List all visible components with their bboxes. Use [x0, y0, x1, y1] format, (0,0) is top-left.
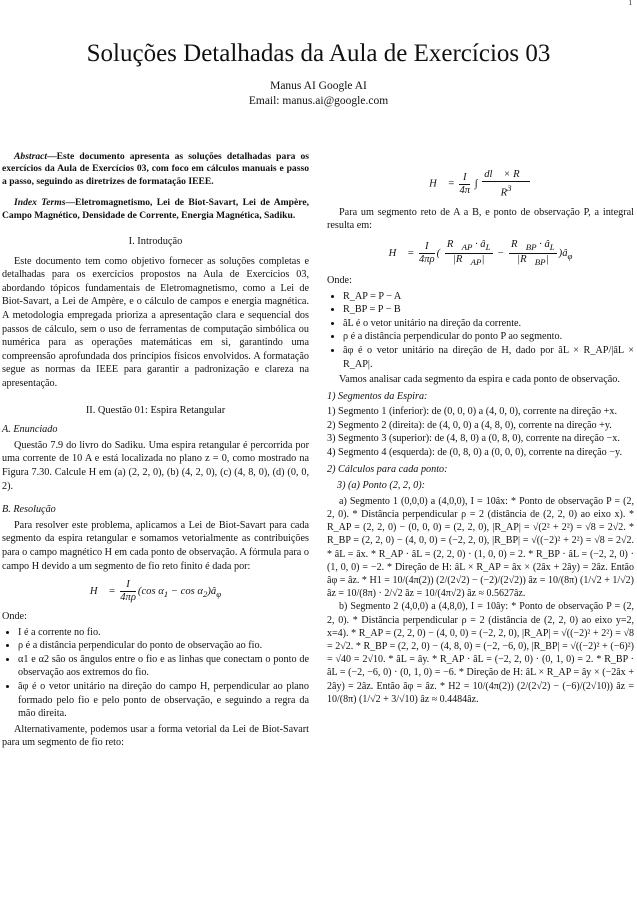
abstract: Abstract—Este documento apresenta as soluções detalhadas para os exercícios da Aula de Exercícios 03, com foco em cálculos manuais e passo a passo, seguindo as diretrizes de formatação IEEE. [2, 151, 309, 187]
onde-label-right: Onde: [327, 274, 352, 286]
equation-finite-wire: H⃗ = $\frac{I}{4\pi\rho}$ (cos $\alpha_1 - \cos$ $\alpha_2)â_\varphi$ [89, 579, 222, 604]
list-item: • ρ é a distância perpendicular do ponto de observação ao fio. [18, 639, 309, 653]
section-heading-question-01: II. Questão 01: Espira Retangular [85, 404, 226, 416]
segment-list [327, 405, 634, 459]
list-item: 2) Segmento 2 (direita): de (4, 0, 0) a (4, 8, 0), corrente na direção +y. [327, 419, 612, 431]
variable-list [2, 626, 309, 721]
onde-label: Onde: [2, 611, 27, 623]
segment-2-calculation: b) Segmento 2 (4,0,0) a (4,8,0), I = 10ây: * Ponto de observação P = (2, 2, 0). * Distância perpendicular ρ = 2 (distância de (2, 2, 0) ao eixo y=2, x=4). * R_AP = (2, 2, 0) − (4, 0, 0) = (−2, 2, 0), |R_AP| = √((−2)² + 2²) = √8 = 2√2. * R_BP = (2, 2, 0) − (4, 8, 0) = (−2, −6, 0), |R_BP| = √((−2)² + (−6)²) = √40 = 2√10. * âL = ây. * R_AP · âL = (−2, 2, 0) · (0, 1, 0) = 2. * R_BP · âL = (−2, −6, 0) · (0, 1, 0) = −6. * Direção de H: âL × R_AP = ây × (−2âx + 2ây) = 2âz. Então âφ = âz. * H2 = 10/(4π(2)) (2/(2√2) − (−6)/(2√10)) âz = 10/(8π) (1/√2 + 3/√10) âz ≈ 0.4484âz. [327, 601, 634, 705]
analysis-intro-text: Vamos analisar cada segmento da espira e cada ponto de observação. [339, 374, 620, 386]
author-email: Email: manus.ai@google.com [248, 95, 389, 107]
list-item: • ρ é a distância perpendicular do ponto P ao segmento. [343, 330, 634, 344]
section-heading-introduction: I. Introdução [128, 236, 183, 248]
enunciado-text: Questão 7.9 do livro do Sadiku. Uma espira retangular é percorrida por uma corrente de 10 A e está localizada no plano z = 0, como mostrado na Figura 7.30. Calcule H em (a) (2, 2, 0), (b) (4, 2, 0), (c) (4, 8, 0), (d) (0, 0, 2). [2, 439, 309, 492]
introduction-text: Este documento tem como objetivo fornecer as soluções completas e detalhadas para os exercícios propostos na Aula de Exercícios 03, abordando tópicos fundamentais de Eletromagnetismo, como a Lei de Biot-Savart, a Lei de Ampère, e o cálculo de campos e energia magnética. A metodologia empregada prioriza a apresentação clara e sequencial dos passos de cálculo, sem o uso de ferramentas de computação simbólica ou numérica para as operações matemáticas em si, garantindo uma compreensão aprofundada dos princípios físicos envolvidos. A formatação segue as normas da IEEE para garantir a padronização e clareza na apresentação. [2, 255, 309, 389]
author-name: Manus AI Google AI [270, 80, 367, 92]
segment-intro-text: Para um segmento reto de A a B, e ponto de observação P, a integral resulta em: [327, 206, 634, 232]
vector-definition-list [327, 290, 634, 372]
list-item: • âφ é o vetor unitário na direção de H, dado por âL × R_AP/|âL × R_AP|. [343, 344, 634, 371]
list-item: • α1 e α2 são os ângulos entre o fio e as linhas que conectam o ponto de observação aos extremos do fio. [18, 653, 309, 680]
alternative-text: Alternativamente, podemos usar a forma vetorial da Lei de Biot-Savart para um segmento de fio reto: [2, 723, 309, 749]
list-item: 4) Segmento 4 (esquerda): de (0, 8, 0) a (0, 0, 0), corrente na direção −y. [327, 447, 623, 459]
list-item: • R_BP = P − B [343, 303, 634, 317]
list-item: • R_AP = P − A [343, 290, 634, 304]
equation-segment-field: H⃗ = $\frac{I}{4\pi\rho}$ ( $\frac{R⃗_{AP} \cdot â_L}{|R⃗_{AP}|}$ − $\frac{R⃗_{BP} \cdot â_L}{|R⃗_{BP}|}$ )$â_\varphi$ [388, 238, 573, 267]
subsection-heading-enunciado: A. Enunciado [2, 424, 58, 436]
equation-biot-savart-integral: H⃗ = $\frac{I}{4\pi}$ ∫ $\frac{dl⃗ \times R⃗}{R^3}$ [429, 169, 528, 199]
point-a-heading: 3) (a) Ponto (2, 2, 0): [337, 480, 425, 492]
list-item: • I é a corrente no fio. [18, 626, 309, 640]
list-item: 3) Segmento 3 (superior): de (4, 8, 0) a (0, 8, 0), corrente na direção −x. [327, 433, 620, 445]
page-number: 1 [628, 0, 632, 7]
segment-1-calculation: a) Segmento 1 (0,0,0) a (4,0,0), I = 10âx: * Ponto de observação P = (2, 2, 0). * Distância perpendicular ρ = 2 (distância de (2, 2, 0) ao eixo x). * R_AP = (2, 2, 0) − (0, 0, 0) = (2, 2, 0), |R_AP| = √(2² + 2²) = √8 = 2√2. * R_BP = (2, 2, 0) − (4, 0, 0) = (−2, 2, 0), |R_BP| = √((−2)² + 2²) = √8 = 2√2. * âL = âx. * R_AP · âL = (2, 2, 0) · (1, 0, 0) = 2. * R_BP · âL = (−2, 2, 0) · (1, 0, 0) = −2. * Direção de H: âL × R_AP = âx × (2âx + 2ây) = 2âz. Então âφ = âz. * H1 = 10/(4π(2)) (2/(2√2) − (−2)/(2√2)) âz = 10/(8π) (1/√2 + 1/√2) âz = 10/(8π) · 2/√2 âz = 10/(4π√2) âz ≈ 0.5627âz. [327, 495, 634, 600]
list-item: • âφ é o vetor unitário na direção do campo H, perpendicular ao plano formado pelo fio e pelo ponto de observação, e seguindo a regra da mão direita. [18, 680, 309, 721]
list-item: • âL é o vetor unitário na direção da corrente. [343, 317, 634, 331]
subsubsection-calculations: 2) Cálculos para cada ponto: [327, 463, 448, 475]
left-column [2, 151, 309, 750]
subsection-heading-resolucao: B. Resolução [2, 504, 56, 516]
paper-title: Soluções Detalhadas da Aula de Exercícios 03 [86, 40, 551, 67]
right-column [327, 151, 634, 706]
author-block [0, 79, 637, 109]
list-item: 1) Segmento 1 (inferior): de (0, 0, 0) a (4, 0, 0), corrente na direção +x. [327, 406, 618, 418]
index-terms: Index Terms—Eletromagnetismo, Lei de Biot-Savart, Lei de Ampère, Campo Magnético, Densidade de Corrente, Energia Magnética, Sadiku. [2, 197, 309, 221]
subsubsection-segments: 1) Segmentos da Espira: [327, 390, 428, 402]
resolucao-text: Para resolver este problema, aplicamos a Lei de Biot-Savart para cada segmento da espira retangular e somamos vetorialmente as contribuições para o campo magnético H em cada ponto de observação. A fórmula para o campo H devido a um segmento de fio reto finito é dada por: [2, 519, 309, 572]
